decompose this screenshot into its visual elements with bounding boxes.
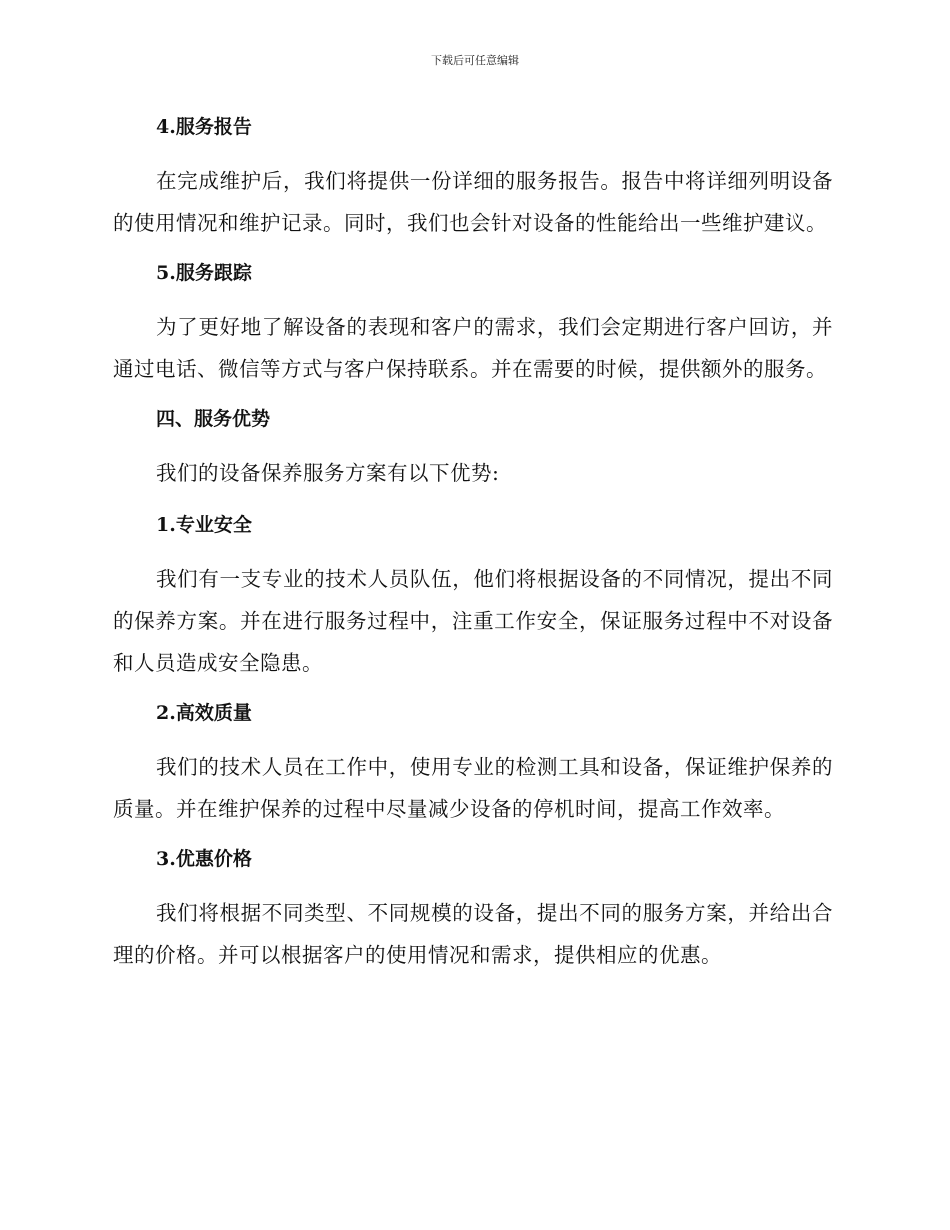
section-heading-service-advantages: 四、服务优势: [156, 408, 271, 430]
paragraph-professional-safety: 我们有一支专业的技术人员队伍，他们将根据设备的不同情况，提出不同的保养方案。并在进行服务过程中，注重工作安全，保证服务过程中不对设备和人员造成安全隐患。: [113, 567, 833, 675]
section-heading-professional-safety: 1.专业安全: [156, 514, 252, 536]
paragraph-service-tracking: 为了更好地了解设备的表现和客户的需求，我们会定期进行客户回访，并通过电话、微信等方式与客户保持联系。并在需要的时候，提供额外的服务。: [113, 315, 833, 381]
section-heading-service-tracking: 5.服务跟踪: [156, 262, 252, 284]
section-heading-preferential-price: 3.优惠价格: [156, 848, 252, 870]
paragraph-efficient-quality: 我们的技术人员在工作中，使用专业的检测工具和设备，保证维护保养的质量。并在维护保养的过程中尽量减少设备的停机时间，提高工作效率。: [113, 755, 833, 821]
section-heading-efficient-quality: 2.高效质量: [156, 702, 252, 724]
paragraph-preferential-price: 我们将根据不同类型、不同规模的设备，提出不同的服务方案，并给出合理的价格。并可以根据客户的使用情况和需求，提供相应的优惠。: [113, 901, 833, 967]
paragraph-service-report: 在完成维护后，我们将提供一份详细的服务报告。报告中将详细列明设备的使用情况和维护记录。同时，我们也会针对设备的性能给出一些维护建议。: [113, 169, 833, 235]
page-header-note: 下载后可任意编辑: [431, 54, 519, 67]
document-body: [113, 110, 833, 988]
paragraph-advantages-intro: 我们的设备保养服务方案有以下优势:: [156, 461, 500, 485]
section-heading-service-report: 4.服务报告: [156, 116, 252, 138]
